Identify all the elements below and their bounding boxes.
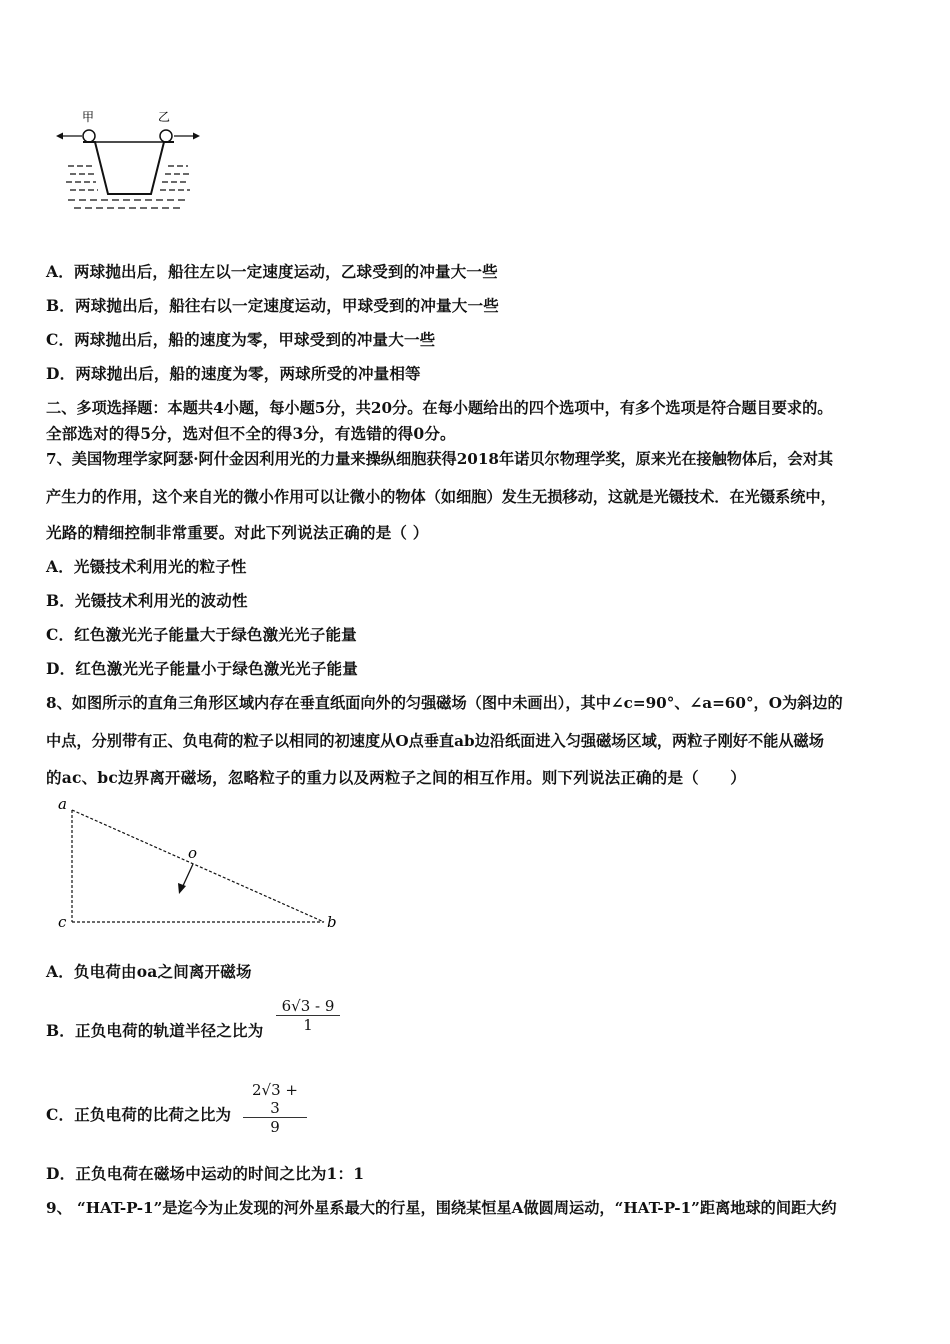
q8-option-c: C．正负电荷的比荷之比为	[46, 1105, 232, 1124]
q6-option-c: C．两球抛出后，船的速度为零，甲球受到的冲量大一些	[46, 330, 436, 349]
triangle-figure	[52, 792, 352, 937]
fraction-c-numerator: 2√3 + 3	[243, 1081, 307, 1118]
q7-option-a: A．光镊技术利用光的粒子性	[46, 557, 247, 576]
label-jia: 甲	[82, 110, 95, 124]
velocity-arrow-head	[178, 883, 186, 894]
ball-jia	[83, 130, 95, 142]
q7-stem-line2: 产生力的作用，这个来自光的微小作用可以让微小的物体（如细胞）发生无损移动，这就是光镊技术．在光镊系统中，	[46, 488, 836, 506]
label-yi: 乙	[158, 110, 171, 124]
q8-stem-line1: 8、如图所示的直角三角形区域内存在垂直纸面向外的匀强磁场（图中未画出），其中∠c=90°、∠a=60°，O为斜边的	[46, 694, 843, 712]
q8-option-a: A．负电荷由oa之间离开磁场	[46, 962, 252, 981]
right-arrow-head	[193, 133, 200, 140]
label-o: o	[188, 844, 198, 862]
boat-figure	[52, 108, 202, 216]
left-arrow-head	[56, 133, 63, 140]
q8-option-b: B．正负电荷的轨道半径之比为	[46, 1021, 264, 1040]
section2-heading-line2: 全部选对的得5分，选对但不全的得3分，有选错的得0分。	[46, 424, 456, 443]
q7-stem-line1: 7、美国物理学家阿瑟·阿什金因利用光的力量来操纵细胞获得2018年诺贝尔物理学奖，原来光在接触物体后，会对其	[46, 450, 834, 468]
boat-hull	[83, 142, 174, 194]
q8-option-b-fraction	[276, 997, 340, 1034]
q9-stem-line1: 9、 “HAT-P-1”是迄今为止发现的河外星系最大的行星，围绕某恒星A做圆周运动，“HAT-P-1”距离地球的间距大约	[46, 1199, 837, 1217]
q7-stem-line3: 光路的精细控制非常重要。对此下列说法正确的是（ ）	[46, 523, 429, 542]
q8-stem-line2: 中点，分别带有正、负电荷的粒子以相同的初速度从O点垂直ab边沿纸面进入匀强磁场区域，两粒子刚好不能从磁场	[46, 732, 824, 750]
q7-option-c: C．红色激光光子能量大于绿色激光光子能量	[46, 625, 357, 644]
section2-heading-line1: 二、多项选择题：本题共4小题，每小题5分，共20分。在每小题给出的四个选项中，有多个选项是符合题目要求的。	[46, 399, 833, 417]
label-a: a	[58, 795, 67, 813]
q6-option-d: D．两球抛出后，船的速度为零，两球所受的冲量相等	[46, 364, 421, 383]
water-lines	[66, 166, 190, 208]
q6-option-b: B．两球抛出后，船往右以一定速度运动，甲球受到的冲量大一些	[46, 296, 499, 315]
q7-option-d: D．红色激光光子能量小于绿色激光光子能量	[46, 659, 358, 678]
q8-option-d: D．正负电荷在磁场中运动的时间之比为1：1	[46, 1164, 365, 1183]
q8-stem-line3: 的ac、bc边界离开磁场，忽略粒子的重力以及两粒子之间的相互作用。则下列说法正确的是（ ）	[46, 768, 746, 787]
side-ab	[72, 810, 324, 922]
velocity-arrow	[182, 864, 193, 888]
ball-yi	[160, 130, 172, 142]
q6-option-a: A．两球抛出后，船往左以一定速度运动，乙球受到的冲量大一些	[46, 262, 498, 281]
fraction-b-denominator: 1	[303, 1016, 313, 1034]
label-b: b	[327, 913, 337, 931]
fraction-b-numerator: 6√3 - 9	[276, 997, 340, 1016]
label-c: c	[58, 913, 67, 931]
fraction-c-denominator: 9	[270, 1118, 280, 1136]
q8-option-c-fraction	[243, 1081, 307, 1136]
q7-option-b: B．光镊技术利用光的波动性	[46, 591, 248, 610]
